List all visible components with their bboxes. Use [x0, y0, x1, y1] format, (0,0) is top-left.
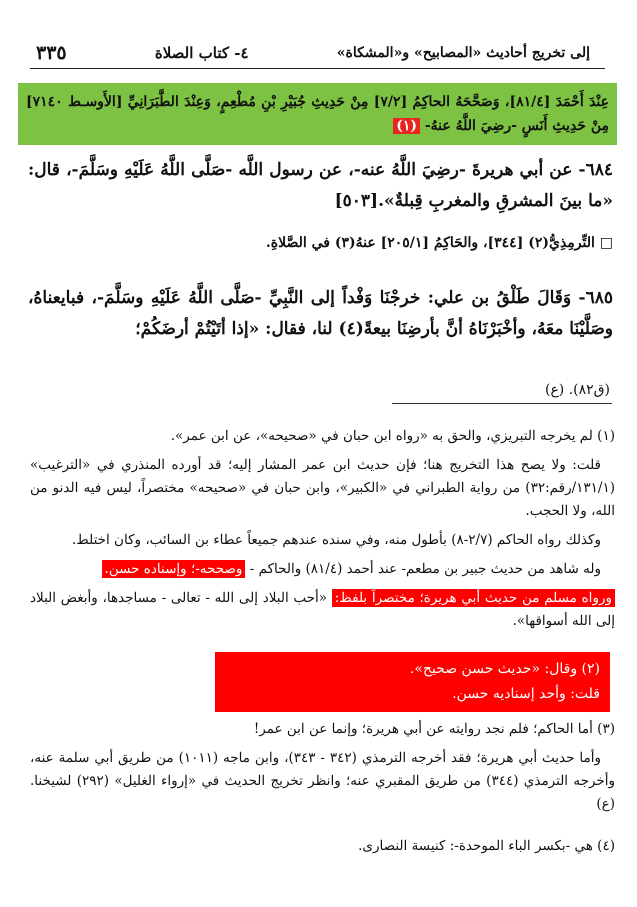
- footnote-marker: (١): [393, 118, 420, 134]
- footnote-1-intro: (١) لم يخرجه التبريزي، والحق به «رواه ابن حبان في «صحيحه»، عن ابن عمر».: [170, 428, 615, 444]
- chapter-title: ٤- كتاب الصلاة: [154, 44, 249, 62]
- witness-highlight: وصححه-؛ وإسناده حسن.: [102, 560, 246, 578]
- footnote-4: (٤) هي -بكسر الباء الموحدة-: كنيسة النصارى.: [358, 838, 615, 854]
- hadith-684-sources: □ التِّرمِذِيُّ(٢) [٣٤٤]، والحَاكِمُ [٢٠٥/١] عنهُ(٣) في الصَّلاةِ.: [265, 235, 613, 251]
- page-header: [30, 40, 610, 66]
- highlighted-continued-note: [18, 83, 617, 145]
- footnote-2-highlight: [215, 652, 610, 712]
- footnote-1-hakim: وكذلك رواه الحاكم (٢/٧-٨) بأطول منه، وفي سنده عندهم جميعاً عطاء بن السائب، وكان اختلط.: [72, 532, 601, 548]
- footnote-1-comment: قلت: ولا يصح هذا التخريج هنا؛ فإن حديث ابن عمر المشار إليه؛ قد أورده المنذري في «الترغيب» (١٣١/١/رقم:٣٢) من رواية الطبراني في «الكبير»، وابن حبان في «صحيحه» مختصراً، ليس فيه الدنو من الله، ولا الحجب.: [30, 457, 615, 519]
- footnote-3-line2: وأما حديث أبي هريرة؛ فقد أخرجه الترمذي (٣٤٢ - ٣٤٣)، وابن ماجه (١٠١١) من طريق أبي سلمة عنه، وأخرجه الترمذي (٣٤٤) من طريق المقبري عنه؛ وانظر تخريج الحديث في «إرواء الغليل» (٢٩٢) لشيخنا. (ع): [30, 750, 616, 812]
- hadith-684: ٦٨٤- عن أبي هريرةَ -رضِيَ اللَّهُ عنه-، عن رسول اللَّه -صَلَّى اللَّهُ عَلَيْهِ وسَلَّمَ-، قال: «ما بينَ المشرقِ والمغربِ قِبلةٌ».[٥٠٣]: [28, 160, 613, 211]
- muslim-highlight: ورواه مسلم من حديث أبي هريرة؛ مختصراً بلفظ:: [332, 589, 615, 607]
- footnote-3: [30, 718, 615, 822]
- footnote-3-line1: (٣) أما الحاكم؛ فلم نجد روايته عن أبي هريرة؛ وإنما عن ابن عمر!: [253, 721, 615, 737]
- page-number: ٣٣٥: [36, 42, 67, 64]
- footnote-separator: [392, 403, 612, 404]
- hadith-685: ٦٨٥- وَقَالَ طَلْقُ بن علي: خرجْنَا وَفْداً إلى النَّبِيِّ -صَلَّى اللَّهُ عَلَيْهِ وسَلَّمَ-، فبايعناهُ، وصَلَّيْنَا معَهُ، وأخْبَرْنَاهُ أنَّ بأرضِنَا بيعةً(٤) لنا، فقال: «إذا أتَيْتُمْ أرضَكُمْ؛: [28, 288, 613, 339]
- witness-text: وله شاهد من حديث جبير بن مطعم- عند أحمد (٨١/٤) والحاكم -: [249, 561, 601, 577]
- footnote-1: [30, 425, 615, 639]
- header-divider: [30, 68, 605, 69]
- book-title: إلى تخريج أحاديث «المصابيح» و«المشكاة»: [336, 45, 590, 61]
- footnote-2-line2: قلت: وأحد إسناديه حسن.: [452, 686, 600, 702]
- continued-note-text: عِنْدَ أَحْمَدَ [٨١/٤]، وَصَحَّحَهُ الحاكِمُ [٧/٢] مِنْ حَدِيثِ جُبَيْرِ بْنِ مُطْعِمٍ، وَعِنْدَ الطَّبَرَانِيِّ [الأَوسـط ٧١٤٠] مِنْ حَدِيثِ أَنَسٍ -رضِيَ اللَّهُ عنهُ-: [26, 94, 609, 134]
- footnote-2-line1: (٢) وقال: «حديث حسن صحيح».: [409, 661, 600, 677]
- muslim-text: «أحب البلاد إلى الله - تعالى - مساجدها، وأبغض البلاد إلى الله أسواقها».: [30, 590, 615, 629]
- footnote-1-muslim: [30, 587, 615, 633]
- manuscript-marker: (ق٨٢). (ع): [544, 382, 610, 398]
- footnote-1-witness: [30, 558, 615, 581]
